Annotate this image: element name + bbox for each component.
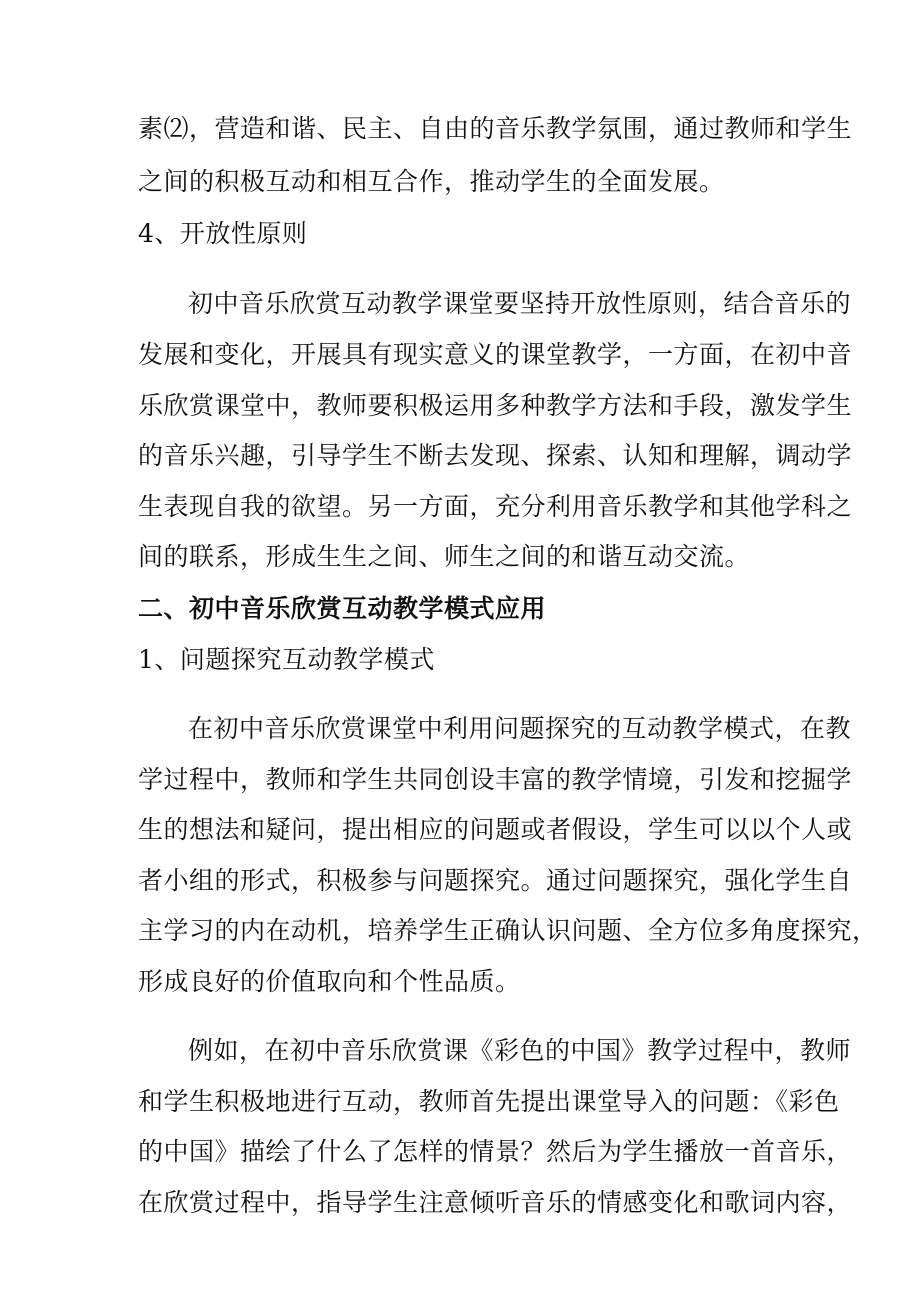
text-line: 学过程中，教师和学生共同创设丰富的教学情境，引发和挖掘学 (138, 765, 853, 794)
chapter-heading: 二、初中音乐欣赏互动教学模式应用 (138, 594, 547, 623)
text-line: 之间的积极互动和相互合作，推动学生的全面发展。 (138, 167, 725, 196)
paragraph-first-line: 例如，在初中音乐欣赏课《彩色的中国》教学过程中，教师 (188, 1036, 852, 1065)
text-line: 和学生积极地进行互动，教师首先提出课堂导入的问题：《彩色 (138, 1087, 840, 1116)
text-line: 生表现自我的欲望。另一方面，充分利用音乐教学和其他学科之 (138, 492, 853, 521)
text-line: 发展和变化，开展具有现实意义的课堂教学，一方面，在初中音 (138, 340, 853, 369)
section-heading: 1、问题探究互动教学模式 (138, 645, 435, 674)
text-line: 主学习的内在动机，培养学生正确认识问题、全方位多角度探究， (138, 916, 878, 945)
text-line: 形成良好的价值取向和个性品质。 (138, 967, 521, 996)
text-line: 乐欣赏课堂中，教师要积极运用多种教学方法和手段，激发学生 (138, 391, 853, 420)
text-line: 的中国》描绘了什么了怎样的情景？然后为学生播放一首音乐， (138, 1137, 853, 1166)
text-line: 素⑵，营造和谐、民主、自由的音乐教学氛围，通过教师和学生 (138, 114, 853, 143)
text-line: 在欣赏过程中，指导学生注意倾听音乐的情感变化和歌词内容， (138, 1188, 853, 1217)
paragraph-first-line: 在初中音乐欣赏课堂中利用问题探究的互动教学模式，在教 (188, 714, 852, 743)
section-heading: 4、开放性原则 (138, 219, 308, 248)
paragraph-first-line: 初中音乐欣赏互动教学课堂要坚持开放性原则，结合音乐的 (188, 289, 852, 318)
text-line: 间的联系，形成生生之间、师生之间的和谐互动交流。 (138, 542, 751, 571)
text-line: 的音乐兴趣，引导学生不断去发现、探索、认知和理解，调动学 (138, 441, 853, 470)
text-line: 者小组的形式，积极参与问题探究。通过问题探究，强化学生自 (138, 866, 853, 895)
text-line: 生的想法和疑问，提出相应的问题或者假设，学生可以以个人或 (138, 815, 853, 844)
